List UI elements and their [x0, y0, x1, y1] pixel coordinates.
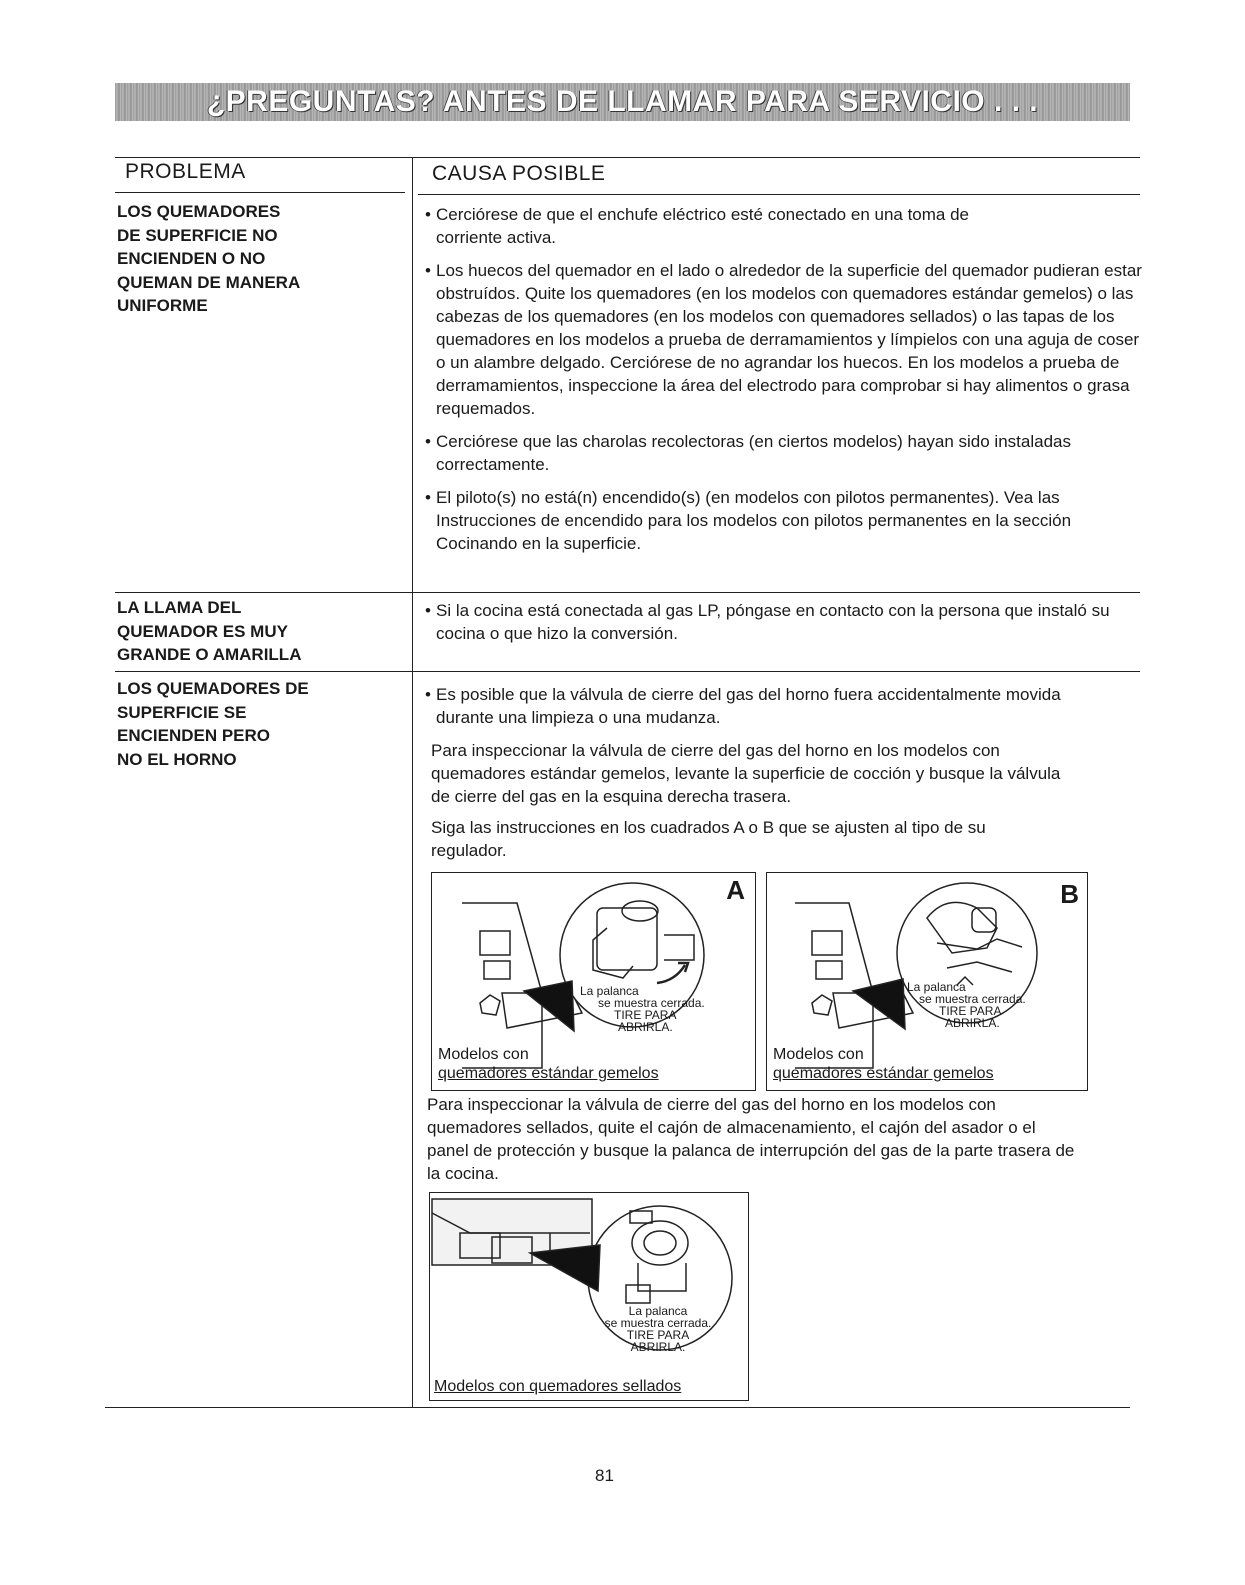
table-bottom-rule — [105, 1407, 1130, 1408]
problem-line: LOS QUEMADORES DE — [117, 679, 309, 698]
label-line: ABRIRLA. — [618, 1020, 673, 1034]
problem-line: DE SUPERFICIE NO — [117, 225, 278, 245]
problem-burners-not-lighting — [117, 200, 397, 318]
figure-b-letter: B — [1060, 879, 1079, 909]
problem-line: ENCIENDEN O NO — [117, 249, 266, 268]
label-line: TIRE PARA — [939, 1004, 1002, 1018]
label-line: La palanca — [907, 980, 966, 994]
caption-line: quemadores estándar gemelos — [773, 1065, 994, 1082]
cause-paragraph: Siga las instrucciones en los cuadrados A o B que se ajusten al tipo de su regulador. — [431, 818, 986, 860]
row-divider-2 — [115, 671, 1140, 672]
figure-sealed-burners — [429, 1192, 749, 1401]
figure-a-letter: A — [726, 875, 745, 905]
page-number: 81 — [595, 1466, 614, 1485]
header-bottom-rule-left — [115, 192, 405, 193]
cause-bullet: • Cerciórese que las charolas recolectoras (en ciertos modelos) hayan sido instaladas correctamente. — [425, 430, 1096, 476]
figure-b-label — [907, 981, 1057, 1029]
cause-bullet: • El piloto(s) no está(n) encendido(s) (en modelos con pilotos permanentes). Vea las Instrucciones de encendido para los modelos con pilotos permanentes en la sección Cocinando en la superficie. — [425, 486, 1126, 555]
cause-paragraph-sealed — [425, 1093, 1160, 1193]
label-line: TIRE PARA — [614, 1008, 677, 1022]
cause-paragraph: Para inspeccionar la válvula de cierre del gas del horno en los modelos con quemadores sellados, quite el cajón de almacenamiento, el cajón del asador o el panel de protección y busque la palanca de interrupción del gas de la parte trasera de la cocina. — [427, 1095, 1075, 1183]
problem-line: LOS QUEMADORES — [117, 202, 281, 221]
figure-b-caption — [773, 1045, 994, 1083]
cause-bullet: • Es posible que la válvula de cierre del gas del horno fuera accidentalmente movida durante una limpieza o una mudanza. — [425, 683, 1096, 729]
column-header-cause: CAUSA POSIBLE — [432, 162, 606, 185]
caption-line: quemadores estándar gemelos — [438, 1065, 659, 1082]
problem-line: UNIFORME — [117, 296, 208, 315]
label-line: ABRIRLA. — [630, 1340, 686, 1354]
problem-line: QUEMAN DE MANERA — [117, 272, 301, 292]
page-banner — [115, 83, 1130, 121]
banner-title: ¿PREGUNTAS? ANTES DE LLAMAR PARA SERVICIO . . . — [206, 85, 1039, 118]
figure-a-regulator — [431, 872, 756, 1091]
figure-a-label — [580, 985, 720, 1033]
label-line: La palanca — [580, 984, 639, 998]
label-line: ABRIRLA. — [945, 1016, 1000, 1030]
problem-line: NO EL HORNO — [117, 749, 237, 769]
problem-line: SUPERFICIE SE — [117, 702, 247, 722]
problem-line: QUEMADOR ES MUY — [117, 621, 288, 641]
problem-oven-not-lighting — [117, 677, 397, 771]
header-top-rule — [115, 157, 1140, 158]
figure-a-caption — [438, 1045, 659, 1083]
cause-bullet: • Si la cocina está conectada al gas LP, póngase en contacto con la persona que instaló su cocina o que hizo la conversión. — [425, 599, 1136, 645]
label-line: se muestra cerrada. — [598, 996, 705, 1010]
caption-line: Modelos con — [773, 1046, 864, 1063]
problem-line: GRANDE O AMARILLA — [117, 645, 302, 664]
causes-row-1 — [425, 203, 1160, 565]
causes-row-2 — [425, 599, 1160, 655]
problem-line: ENCIENDEN PERO — [117, 726, 271, 745]
cause-bullet: • Cerciórese de que el enchufe eléctrico esté conectado en una toma de corriente activa. — [425, 203, 996, 249]
label-line: TIRE PARA — [626, 1328, 690, 1342]
figure-b-regulator — [766, 872, 1088, 1091]
figure-c-caption: Modelos con quemadores sellados — [434, 1378, 682, 1395]
problem-flame-too-large — [117, 596, 397, 667]
caption-line: Modelos con — [438, 1046, 529, 1063]
header-bottom-rule-right — [418, 194, 1140, 195]
cause-paragraph: Para inspeccionar la válvula de cierre del gas del horno en los modelos con quemadores estándar gemelos, levante la superficie de cocción y busque la válvula de cierre del gas en la esquina derecha trasera. — [431, 741, 1061, 806]
causes-row-3 — [425, 683, 1160, 870]
row-divider-1 — [115, 592, 1140, 593]
column-divider — [412, 157, 413, 1407]
figure-c-illustration — [430, 1193, 748, 1400]
column-header-problem: PROBLEMA — [125, 160, 246, 183]
figure-c-label — [588, 1305, 728, 1353]
label-line: La palanca — [628, 1304, 688, 1318]
label-line: se muestra cerrada. — [919, 992, 1026, 1006]
label-line: se muestra cerrada. — [604, 1316, 712, 1330]
problem-line: LA LLAMA DEL — [117, 598, 242, 617]
cause-bullet: • Los huecos del quemador en el lado o alrededor de la superficie del quemador pudieran estar obstruídos. Quite los quemadores (en los modelos con quemadores estándar gemelos) o las cabezas de los quemadores (en los modelos con quemadores sellados) o las tapas de los quemadores en los modelos a prueba de derramamientos y límpielos con una aguja de coser o un alambre delgado. Cerciórese de no agrandar los huecos. En los modelos a prueba de derramamientos, inspeccione la área del electrodo para comprobar si hay alimentos o grasa requemados. — [425, 259, 1146, 420]
